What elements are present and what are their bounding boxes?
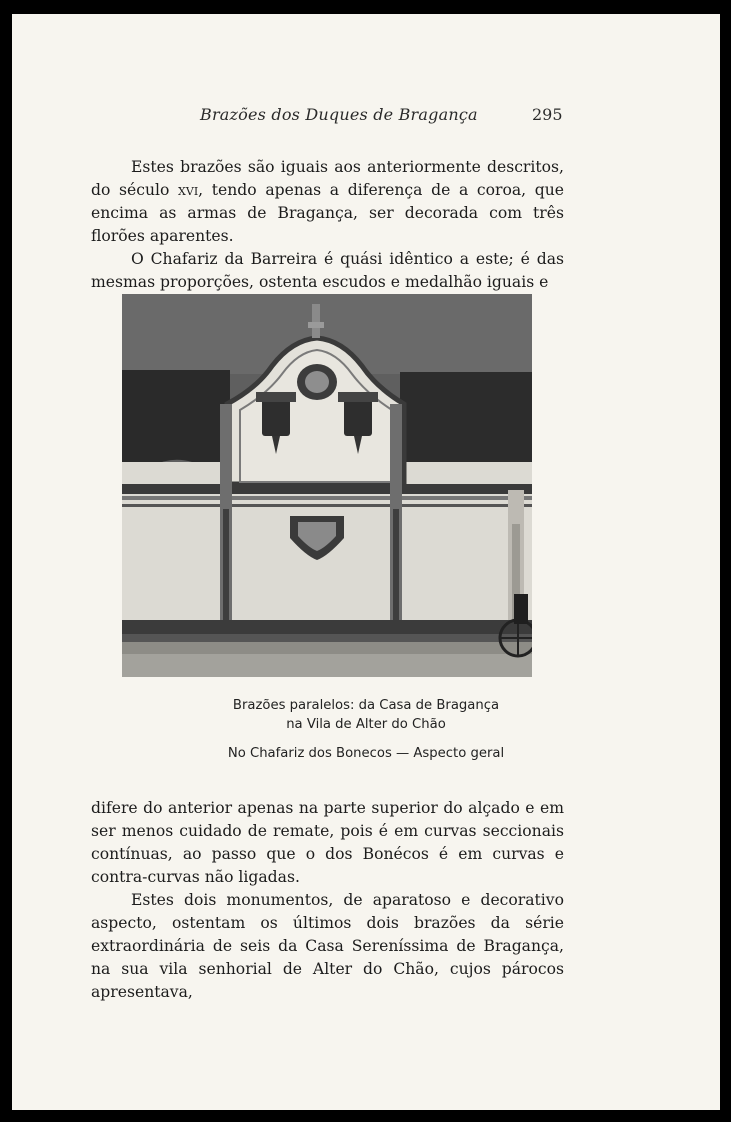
running-title: Brazões dos Duques de Bragança <box>200 105 478 124</box>
page-header <box>12 105 720 131</box>
photograph-of-fountain-facade-icon <box>122 294 532 677</box>
figure-caption <box>12 696 720 734</box>
paragraph: difere do anterior apenas na parte superior do alçado e em ser menos cuidado de remate, pois é em curvas seccionais contínuas, ao passo que o dos Bonécos é em curvas e contra-curvas não ligadas. <box>91 799 564 886</box>
book-page <box>12 14 720 1110</box>
paragraph: O Chafariz da Barreira é quási idêntico a este; é das mesmas proporções, ostenta escudos e medalhão iguais e <box>91 250 564 291</box>
page-number: 295 <box>532 105 563 124</box>
paragraph-text: Estes brazões são iguais aos anteriormente descritos, do século <box>91 158 564 199</box>
fountain-photograph <box>122 294 532 677</box>
top-text-block <box>91 156 564 294</box>
figure-subcaption <box>12 744 720 763</box>
paragraph: Estes dois monumentos, de aparatoso e decorativo aspecto, ostentam os últimos dois brazões da série extraordinária de seis da Casa Sereníssima de Bragança, na sua vila senhorial de Alter do Chão, cujos párocos apresentava, <box>91 891 564 1001</box>
century-numeral: xvi <box>178 181 199 199</box>
caption-line: No Chafariz dos Bonecos — Aspecto geral <box>227 746 505 761</box>
caption-line: Brazões paralelos: da Casa de Bragança <box>232 698 500 713</box>
paragraph <box>91 156 564 248</box>
bottom-text-block <box>91 797 564 1004</box>
paragraph-text: , tendo apenas a diferença de a coroa, que encima as armas de Bragança, ser decorada com três florões aparentes. <box>91 181 565 245</box>
caption-line: na Vila de Alter do Chão <box>286 717 446 732</box>
